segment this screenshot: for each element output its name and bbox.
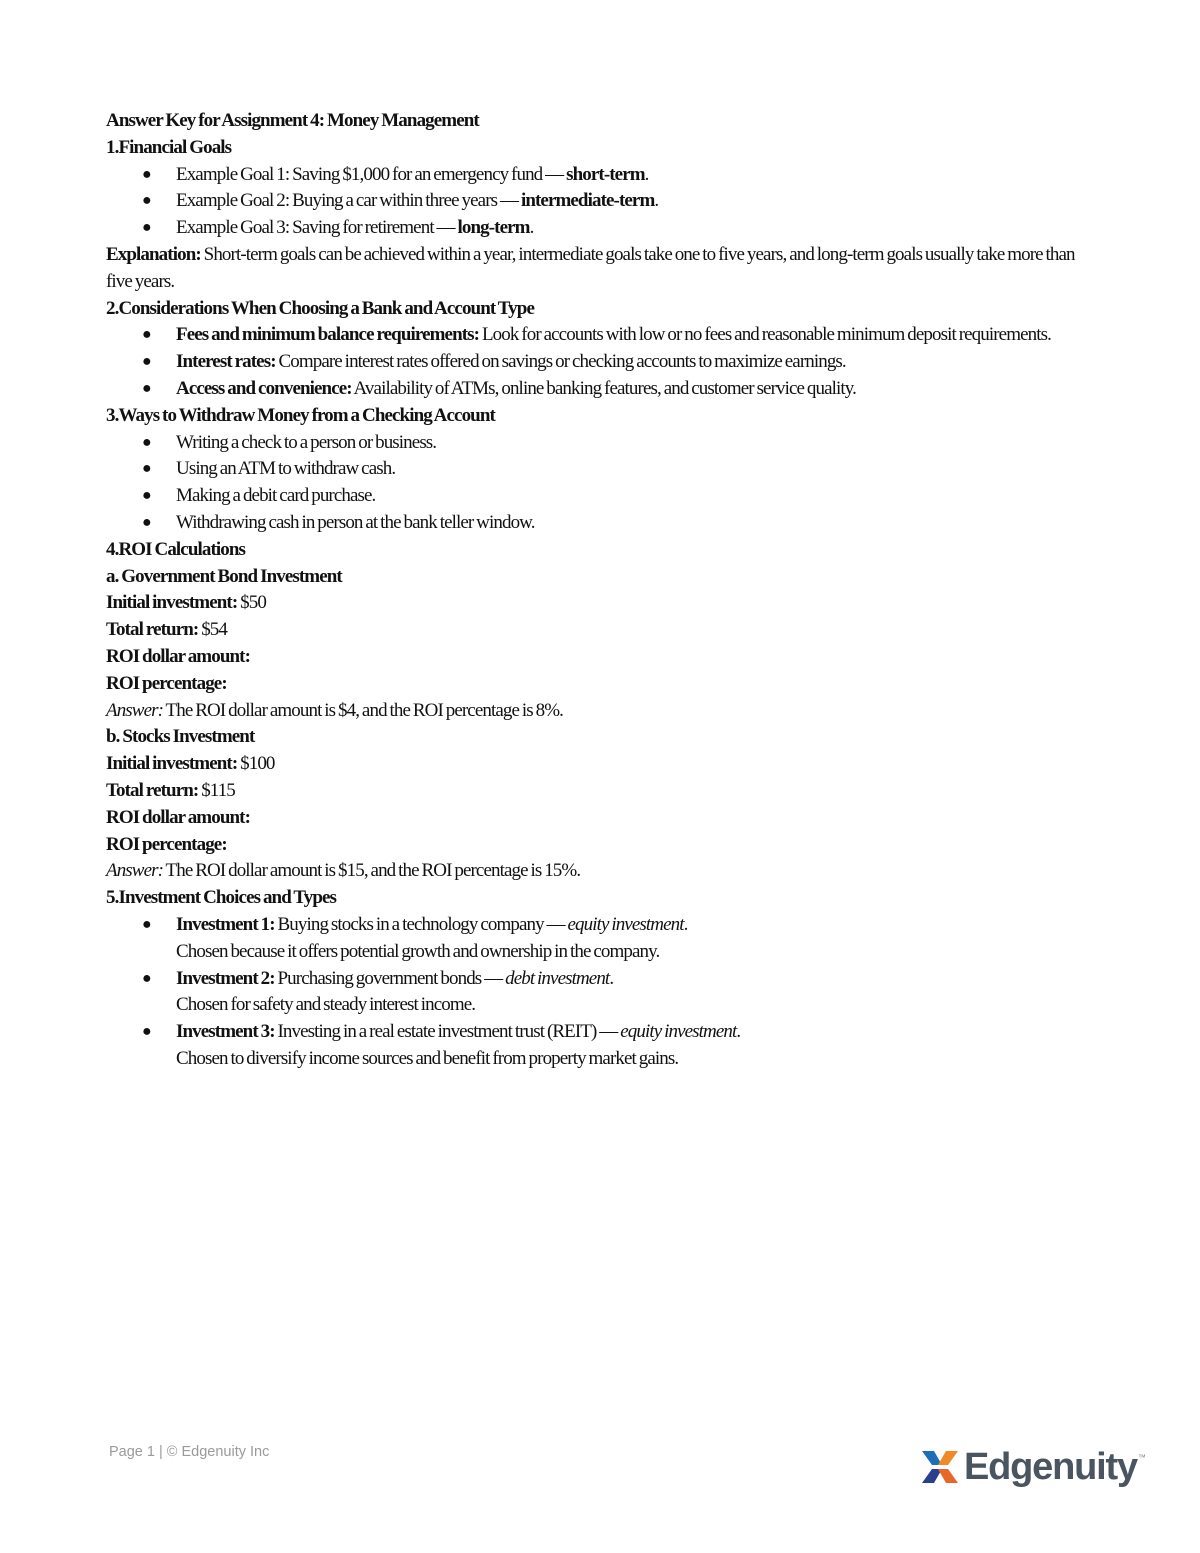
list-item: ● Making a debit card purchase. [106, 483, 1086, 510]
trademark-mark: ™ [1137, 1453, 1146, 1462]
roi-dollar-label-a: ROI dollar amount: [106, 645, 251, 667]
investment-choices-list [106, 912, 1086, 1073]
initial-investment-a: Initial investment: $50 [106, 592, 266, 614]
bullet-icon: ● [142, 915, 151, 933]
section-5-heading: 5.Investment Choices and Types [106, 887, 337, 909]
answer-a: Answer: The ROI dollar amount is $4, and the ROI percentage is 8%. [106, 699, 563, 721]
total-return-b: Total return: $115 [106, 779, 235, 801]
bank-considerations-list [106, 322, 1086, 402]
list-item: ● Investment 2: Purchasing government bonds — debt investment. Chosen for safety and steady interest income. [142, 967, 614, 1016]
list-item: ● Interest rates: Compare interest rates offered on savings or checking accounts to maximize earnings. [106, 349, 1086, 376]
answer-b: Answer: The ROI dollar amount is $15, and the ROI percentage is 15%. [106, 860, 581, 882]
bullet-icon: ● [142, 192, 151, 210]
roi-percentage-label-b: ROI percentage: [106, 833, 227, 855]
bullet-icon: ● [142, 513, 151, 531]
bullet-icon: ● [142, 326, 151, 344]
bullet-icon: ● [142, 219, 151, 237]
bullet-icon: ● [142, 165, 151, 183]
section-4-heading: 4.ROI Calculations [106, 538, 246, 560]
bullet-icon: ● [142, 433, 151, 451]
edgenuity-x-icon [918, 1445, 962, 1489]
initial-investment-b: Initial investment: $100 [106, 753, 275, 775]
document-title: Answer Key for Assignment 4: Money Management [106, 110, 479, 131]
subsection-b-heading: b. Stocks Investment [106, 726, 255, 748]
page-footer: Page 1 | © Edgenuity Inc [109, 1444, 270, 1460]
financial-goals-list [106, 162, 1086, 242]
total-return-a: Total return: $54 [106, 619, 227, 641]
list-item: ● Investment 3: Investing in a real estate investment trust (REIT) — equity investment. Chosen to diversify income sources and benefit from property market gains. [142, 1021, 741, 1069]
section-3-heading: 3.Ways to Withdraw Money from a Checking Account [106, 404, 495, 426]
section-2-heading: 2.Considerations When Choosing a Bank and Account Type [106, 297, 534, 319]
list-item: ● Withdrawing cash in person at the bank teller window. [106, 510, 1086, 537]
list-item: ● Access and convenience: Availability of ATMs, online banking features, and customer service quality. [106, 376, 1086, 403]
withdraw-methods-list [106, 430, 1086, 537]
bullet-icon: ● [142, 969, 151, 987]
list-item: ● Example Goal 1: Saving $1,000 for an emergency fund — short-term. [106, 162, 1086, 189]
list-item: ● Example Goal 3: Saving for retirement — long-term. [106, 215, 1086, 242]
bullet-icon: ● [142, 487, 151, 505]
bullet-icon: ● [142, 379, 151, 397]
edgenuity-logo [918, 1437, 1148, 1497]
list-item: ● Fees and minimum balance requirements: Look for accounts with low or no fees and reasonable minimum deposit requirements. [106, 322, 1086, 349]
document-body [106, 108, 1086, 1073]
section-1-heading: 1.Financial Goals [106, 136, 232, 158]
list-item: ● Writing a check to a person or business. [106, 430, 1086, 457]
logo-wordmark: Edgenuity [964, 1445, 1137, 1488]
bullet-icon: ● [142, 1023, 151, 1041]
list-item: ● Investment 1: Buying stocks in a technology company — equity investment. Chosen because it offers potential growth and ownership in the company. [142, 913, 688, 962]
bullet-icon: ● [142, 460, 151, 478]
subsection-a-heading: a. Government Bond Investment [106, 565, 342, 587]
list-item: ● Example Goal 2: Buying a car within three years — intermediate-term. [106, 188, 1086, 215]
explanation-paragraph: Explanation: Short-term goals can be achieved within a year, intermediate goals take one to five years, and long-term goals usually take more than five years. [106, 243, 1075, 292]
list-item: ● Using an ATM to withdraw cash. [106, 456, 1086, 483]
roi-percentage-label-a: ROI percentage: [106, 672, 227, 694]
roi-dollar-label-b: ROI dollar amount: [106, 806, 251, 828]
bullet-icon: ● [142, 353, 151, 371]
